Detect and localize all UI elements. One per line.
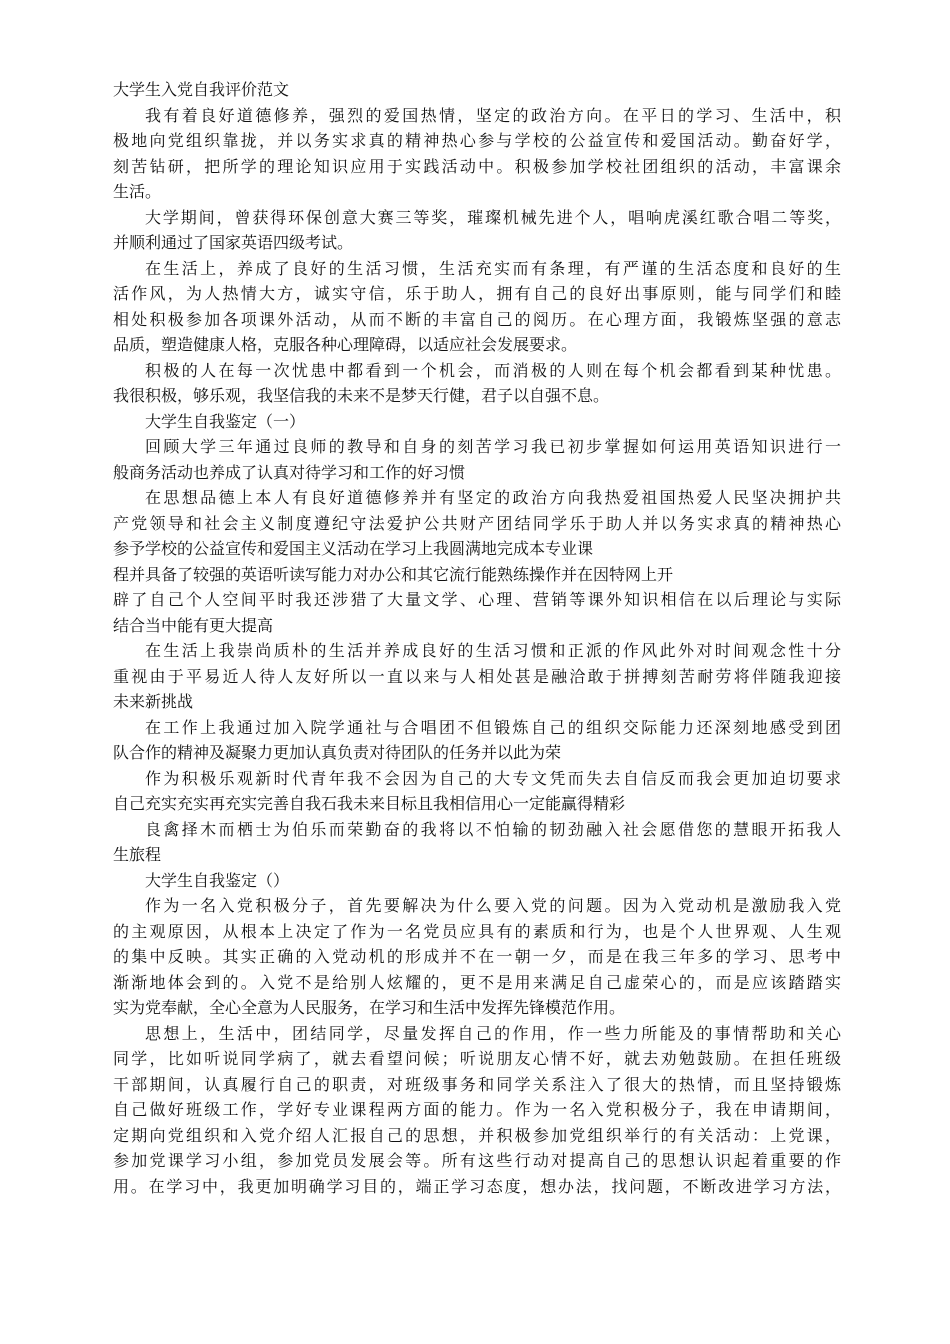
text-line: 我很积极，够乐观，我坚信我的未来不是梦天行健，君子以自强不息。 [113,386,610,405]
text-line: 渐渐地体会到的。入党不是给别人炫耀的，更不是用来满足自己虚荣心的，而是应该踏踏实 [113,972,841,992]
text-line: 生活。 [113,182,162,201]
text-line: 参加党课学习小组，参加党员发展会等。所有这些行动对提高自己的思想认识起着重要的作 [113,1151,841,1170]
text-line: 思想上，生活中，团结同学，尽量发挥自己的作用，作一些力所能及的事情帮助和关心 [145,1023,841,1043]
text-line: 结合当中能有更大提高 [113,615,274,635]
text-line: 程并具备了较强的英语听读写能力对办公和其它流行能熟练操作并在因特网上开 [113,564,674,584]
text-line: 在思想品德上本人有良好道德修养并有坚定的政治方向我热爱祖国热爱人民坚决拥护共 [145,488,841,507]
text-line: 队合作的精神及凝聚力更加认真负责对待团队的任务并以此为荣 [113,743,562,762]
text-line: 辟了自己个人空间平时我还涉猎了大量文学、心理、营销等课外知识相信在以后理论与实际 [113,590,841,609]
text-line: 未来新挑战 [113,692,194,711]
text-line: 自己充实充实再充实完善自我石我未来目标且我相信用心一定能赢得精彩 [113,794,626,813]
text-line: 参予学校的公益宣传和爱国主义活动在学习上我圆满地完成本专业课 [113,539,594,558]
text-line: 相处积极参加各项课外活动，从而不断的丰富自己的阅历。在心理方面，我锻炼坚强的意志 [113,309,841,329]
text-line: 刻苦钻研，把所学的理论知识应用于实践活动中。积极参加学校社团组织的活动，丰富课余 [113,156,841,176]
text-line: 大学生自我鉴定（） [145,870,290,890]
text-line: 积极的人在每一次忧患中都看到一个机会，而消极的人则在每个机会都看到某种忧患。 [145,360,841,380]
text-line: 般商务活动也养成了认真对待学习和工作的好习惯 [113,462,466,482]
text-line: 产党领导和社会主义制度遵纪守法爱护公共财产团结同学乐于助人并以务实求真的精神热心 [113,513,841,533]
text-line: 回顾大学三年通过良师的教导和自身的刻苦学习我已初步掌握如何运用英语知识进行一 [145,437,841,456]
text-line: 品质，塑造健康人格，克服各种心理障碍，以适应社会发展要求。 [113,335,578,354]
text-line: 同学，比如听说同学病了，就去看望问候；听说朋友心情不好，就去劝勉鼓励。在担任班级 [113,1049,841,1068]
text-line: 极地向党组织靠拢，并以务实求真的精神热心参与学校的公益宣传和爱国活动。勤奋好学， [113,131,841,150]
text-line: 作为一名入党积极分子，首先要解决为什么要入党的问题。因为入党动机是激励我入党 [145,896,841,915]
text-line: 定期向党组织和入党介绍人汇报自己的思想，并积极参加党组织举行的有关活动：上党课， [113,1125,841,1145]
text-line: 在生活上，养成了良好的生活习惯，生活充实而有条理，有严谨的生活态度和良好的生 [145,258,841,278]
text-line: 生旅程 [113,845,162,864]
text-line: 并顺利通过了国家英语四级考试。 [113,233,354,252]
text-line: 大学生入党自我评价范文 [113,80,290,99]
text-line: 我有着良好道德修养，强烈的爱国热情，坚定的政治方向。在平日的学习、生活中，积 [145,105,841,125]
text-line: 的主观原因，从根本上决定了作为一名党员应具有的素质和行为，也是个人世界观、人生观 [113,921,841,941]
text-line: 在工作上我通过加入院学通社与合唱团不但锻炼自己的组织交际能力还深刻地感受到团 [145,717,841,737]
text-line: 干部期间，认真履行自己的职责，对班级事务和同学关系注入了很大的热情，而且坚持锻炼 [113,1074,841,1094]
text-line: 自己做好班级工作，学好专业课程两方面的能力。作为一名入党积极分子，我在申请期间， [113,1100,841,1119]
text-line: 大学期间，曾获得环保创意大赛三等奖，璀璨机械先进个人，唱响虎溪红歌合唱二等奖， [145,207,841,227]
text-line: 良禽择木而栖士为伯乐而荣勤奋的我将以不怕输的韧劲融入社会愿借您的慧眼开拓我人 [145,819,841,839]
text-line: 作为积极乐观新时代青年我不会因为自己的大专文凭而失去自信反而我会更加迫切要求 [145,768,841,788]
text-line: 实为党奉献，全心全意为人民服务，在学习和生活中发挥先锋模范作用。 [113,998,626,1017]
document-body [113,77,841,1199]
text-line: 重视由于平易近人待人友好所以一直以来与人相处甚是融洽敢于拼搏刻苦耐劳将伴随我迎接 [113,666,841,686]
text-line: 活作风，为人热情大方，诚实守信，乐于助人，拥有自己的良好出事原则，能与同学们和睦 [113,284,841,303]
text-line: 用。在学习中，我更加明确学习目的，端正学习态度，想办法，找问题，不断改进学习方法， [113,1176,841,1196]
text-line: 的集中反映。其实正确的入党动机的形成并不在一朝一夕，而是在我三年多的学习、思考中 [113,947,841,966]
text-line: 大学生自我鉴定（一） [145,411,306,431]
text-line: 在生活上我崇尚质朴的生活并养成良好的生活习惯和正派的作风此外对时间观念性十分 [145,641,841,660]
